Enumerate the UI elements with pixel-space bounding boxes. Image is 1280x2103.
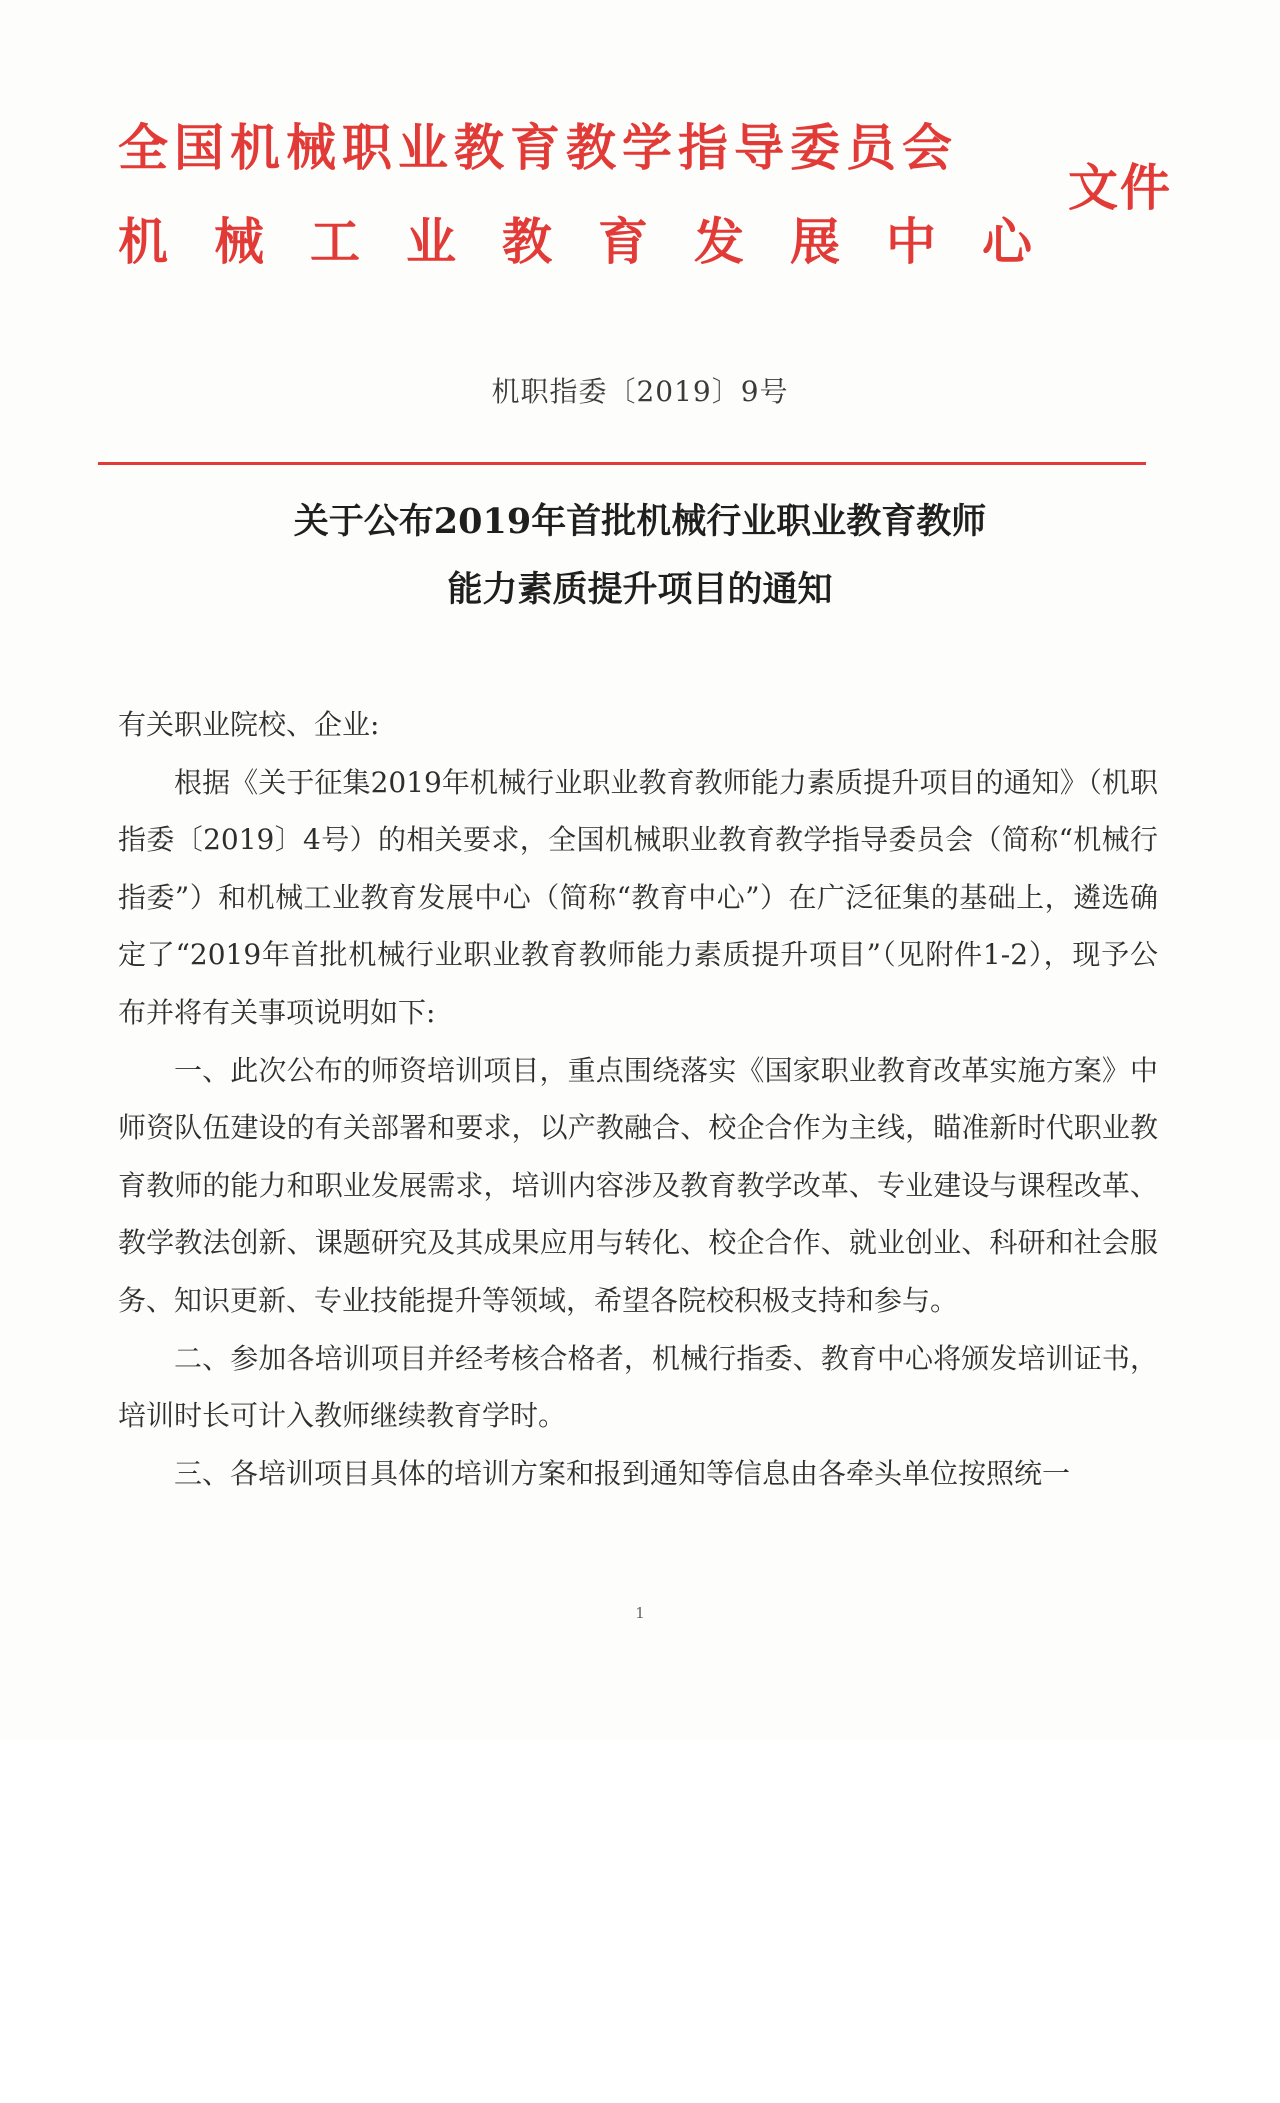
body-paragraph: 三、各培训项目具体的培训方案和报到通知等信息由各牵头单位按照统一 [174, 1456, 1071, 1490]
document-body [118, 696, 1158, 1502]
document-title-line-1: 关于公布2019年首批机械行业职业教育教师 [293, 501, 987, 542]
body-paragraph: 根据《关于征集2019年机械行业职业教育教师能力素质提升项目的通知》（机职指委〔2019〕4号）的相关要求，全国机械职业教育教学指导委员会（简称“机械行指委”）和机械工业教育发展中心（简称“教育中心”）在广泛征集的基础上，遴选确定了“2019年首批机械行业职业教育教师能力素质提升项目”（见附件1-2），现予公布并将有关事项说明如下: [118, 765, 1158, 1029]
red-divider-line [98, 462, 1146, 465]
file-tag: 文件 [1068, 158, 1172, 217]
letterhead [118, 118, 1178, 278]
org-name-line-1: 全国机械职业教育教学指导委员会 [118, 118, 958, 177]
page-number: 1 [635, 1604, 645, 1622]
org-name-line-2: 机械工业教育发展中心 [118, 212, 1078, 271]
document-title-line-2: 能力素质提升项目的通知 [447, 569, 833, 610]
salutation: 有关职业院校、企业: [118, 708, 380, 741]
document-number: 机职指委〔2019〕9号 [491, 375, 789, 408]
body-paragraph: 二、参加各培训项目并经考核合格者，机械行指委、教育中心将颁发培训证书，培训时长可计入教师继续教育学时。 [118, 1341, 1158, 1433]
body-paragraph: 一、此次公布的师资培训项目，重点围绕落实《国家职业教育改革实施方案》中师资队伍建设的有关部署和要求，以产教融合、校企合作为主线，瞄准新时代职业教育教师的能力和职业发展需求，培训内容涉及教育教学改革、专业建设与课程改革、教学教法创新、课题研究及其成果应用与转化、校企合作、就业创业、科研和社会服务、知识更新、专业技能提升等领域，希望各院校积极支持和参与。 [118, 1053, 1158, 1317]
